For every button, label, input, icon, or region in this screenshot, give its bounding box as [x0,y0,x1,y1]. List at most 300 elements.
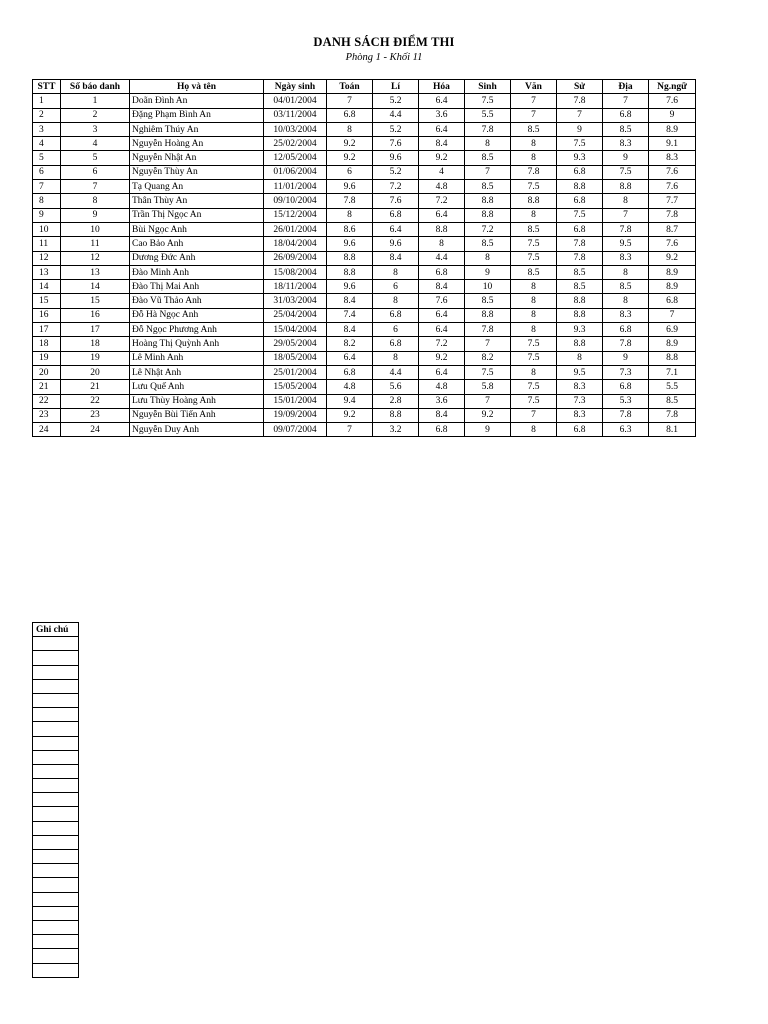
table-cell: 14 [61,280,130,294]
table-cell: Trần Thị Ngọc An [130,208,264,222]
table-cell: 7.8 [603,222,649,236]
table-cell: 8 [373,294,419,308]
table-header-row [33,80,696,94]
table-cell: 6 [373,280,419,294]
table-cell: 8.5 [465,151,511,165]
table-cell: 8 [373,265,419,279]
table-cell: 8.9 [649,337,696,351]
table-cell: 15/05/2004 [264,380,327,394]
table-cell: 9.3 [557,323,603,337]
table-row [33,180,696,194]
notes-cell [33,708,79,722]
table-cell: 8 [33,194,61,208]
table-cell: 9 [465,265,511,279]
table-row [33,423,696,437]
column-header: Họ và tên [130,80,264,94]
table-row [33,94,696,108]
table-cell: 03/11/2004 [264,108,327,122]
table-cell: 8.8 [557,180,603,194]
notes-cell [33,793,79,807]
table-cell: 9.2 [327,137,373,151]
notes-row [33,665,79,679]
table-cell: 5.3 [603,394,649,408]
table-cell: 7 [603,94,649,108]
notes-row [33,637,79,651]
table-cell: 6.4 [373,222,419,236]
table-cell: 6.8 [327,365,373,379]
notes-cell [33,963,79,977]
table-cell: 4.4 [373,108,419,122]
table-cell: 9.6 [327,180,373,194]
table-cell: 18/05/2004 [264,351,327,365]
notes-row [33,793,79,807]
table-cell: 3.2 [373,423,419,437]
table-cell: 12 [33,251,61,265]
table-cell: 8.6 [327,222,373,236]
table-cell: 7.6 [373,137,419,151]
table-cell: 7.5 [511,251,557,265]
table-cell: 6.4 [419,308,465,322]
table-cell: 5.6 [373,380,419,394]
table-cell: 3.6 [419,394,465,408]
table-cell: 7.8 [649,408,696,422]
table-cell: 7.6 [649,165,696,179]
table-cell: 8 [465,251,511,265]
notes-row [33,693,79,707]
notes-cell [33,722,79,736]
table-cell: 7 [603,208,649,222]
table-cell: 8.9 [649,265,696,279]
table-cell: 20 [61,365,130,379]
table-cell: 25/02/2004 [264,137,327,151]
table-cell: 9.2 [419,351,465,365]
table-row [33,108,696,122]
table-cell: 17 [61,323,130,337]
table-body [33,94,696,437]
table-cell: 7.2 [373,180,419,194]
table-cell: 6.8 [603,108,649,122]
table-cell: Hoàng Thị Quỳnh Anh [130,337,264,351]
table-cell: 8.8 [327,265,373,279]
notes-row [33,651,79,665]
table-cell: 8.3 [557,408,603,422]
table-cell: 6.8 [373,308,419,322]
table-row [33,151,696,165]
table-cell: 6.8 [649,294,696,308]
table-cell: 7 [511,408,557,422]
table-cell: 7.8 [511,165,557,179]
table-cell: Đào Minh Anh [130,265,264,279]
table-row [33,265,696,279]
notes-cell [33,935,79,949]
table-cell: 18/11/2004 [264,280,327,294]
table-cell: 7 [511,94,557,108]
table-cell: 9.2 [649,251,696,265]
table-cell: 8 [61,194,130,208]
table-cell: 7 [327,423,373,437]
table-cell: 7.8 [603,408,649,422]
table-cell: 6.8 [327,108,373,122]
table-cell: 8.5 [511,222,557,236]
notes-row [33,850,79,864]
column-header: Ngày sinh [264,80,327,94]
table-cell: 5.8 [465,380,511,394]
notes-cell [33,764,79,778]
table-cell: 10 [465,280,511,294]
table-cell: 8 [511,308,557,322]
table-cell: 11 [33,237,61,251]
table-cell: 9.5 [557,365,603,379]
notes-cell [33,878,79,892]
table-cell: 19 [61,351,130,365]
table-row [33,365,696,379]
table-cell: 5.2 [373,122,419,136]
table-cell: 9 [557,122,603,136]
table-cell: 7.2 [465,222,511,236]
table-cell: 19 [33,351,61,365]
table-cell: 7 [33,180,61,194]
table-cell: 25/04/2004 [264,308,327,322]
table-cell: 8.5 [649,394,696,408]
table-cell: Dương Đức Anh [130,251,264,265]
table-cell: 8.3 [603,308,649,322]
table-cell: 15/01/2004 [264,394,327,408]
notes-cell [33,864,79,878]
table-cell: 31/03/2004 [264,294,327,308]
table-cell: 21 [61,380,130,394]
table-cell: 9.5 [603,237,649,251]
table-cell: 9.2 [465,408,511,422]
table-cell: 8 [511,423,557,437]
notes-body [33,637,79,978]
table-cell: 7.5 [511,394,557,408]
table-cell: 8 [511,137,557,151]
table-cell: 8.5 [511,122,557,136]
table-cell: 18 [61,337,130,351]
table-cell: 19/09/2004 [264,408,327,422]
notes-cell [33,906,79,920]
table-cell: 6.8 [373,208,419,222]
table-cell: 8.5 [557,265,603,279]
table-cell: Lê Minh Anh [130,351,264,365]
table-cell: 7.2 [419,194,465,208]
table-cell: 7.8 [465,323,511,337]
table-cell: 8.8 [557,294,603,308]
table-cell: Nghiêm Thúy An [130,122,264,136]
table-cell: Thân Thùy An [130,194,264,208]
notes-cell [33,892,79,906]
table-cell: 7.8 [557,94,603,108]
table-cell: 11/01/2004 [264,180,327,194]
notes-cell [33,693,79,707]
table-cell: 4 [419,165,465,179]
table-row [33,194,696,208]
table-cell: 8.5 [557,280,603,294]
table-cell: 3.6 [419,108,465,122]
table-cell: 8.4 [419,137,465,151]
table-cell: Đỗ Ngọc Phương Anh [130,323,264,337]
table-cell: 7.8 [557,251,603,265]
table-cell: 8.4 [327,294,373,308]
table-cell: 16 [33,308,61,322]
table-cell: 26/01/2004 [264,222,327,236]
table-cell: 8.4 [419,280,465,294]
column-header: Ng.ngữ [649,80,696,94]
table-cell: 4.8 [327,380,373,394]
page-subtitle: Phòng 1 - Khối 11 [345,52,423,63]
table-cell: 9 [61,208,130,222]
table-cell: 6.8 [603,323,649,337]
notes-row [33,807,79,821]
notes-row [33,949,79,963]
table-cell: 4.8 [419,380,465,394]
table-row [33,337,696,351]
table-cell: 7.3 [603,365,649,379]
table-cell: 6.4 [419,122,465,136]
table-cell: 7.5 [557,208,603,222]
table-cell: 13 [61,265,130,279]
table-cell: Lưu Quế Anh [130,380,264,394]
notes-row [33,963,79,977]
notes-cell [33,665,79,679]
notes-cell [33,821,79,835]
table-cell: 9 [33,208,61,222]
table-cell: 6 [61,165,130,179]
table-cell: 6.8 [603,380,649,394]
notes-row [33,892,79,906]
table-cell: 9.2 [327,408,373,422]
table-cell: Nguyễn Nhật An [130,151,264,165]
table-cell: 7 [465,165,511,179]
table-cell: 8.3 [603,137,649,151]
column-header: Sinh [465,80,511,94]
table-cell: 7.5 [511,380,557,394]
table-row [33,137,696,151]
table-cell: Lưu Thùy Hoàng Anh [130,394,264,408]
table-cell: 12 [61,251,130,265]
table-cell: 6.8 [373,337,419,351]
table-cell: 8.3 [649,151,696,165]
table-cell: 7.5 [511,180,557,194]
table-cell: 8 [327,208,373,222]
table-cell: 7.5 [603,165,649,179]
table-cell: 7.8 [603,337,649,351]
table-cell: 8.5 [511,265,557,279]
table-cell: 8.3 [557,380,603,394]
table-row [33,380,696,394]
table-cell: 7 [649,308,696,322]
table-cell: 9.1 [649,137,696,151]
table-cell: 6.4 [419,208,465,222]
table-cell: 1 [33,94,61,108]
table-cell: 9.6 [373,151,419,165]
table-row [33,208,696,222]
table-cell: 6 [327,165,373,179]
notes-row [33,835,79,849]
notes-cell [33,736,79,750]
table-cell: 20 [33,365,61,379]
table-cell: 15 [33,294,61,308]
notes-cell [33,807,79,821]
table-cell: 18/04/2004 [264,237,327,251]
table-cell: 09/07/2004 [264,423,327,437]
table-cell: Nguyễn Duy Anh [130,423,264,437]
table-cell: 17 [33,323,61,337]
table-cell: 6.4 [327,351,373,365]
table-cell: 15 [61,294,130,308]
table-cell: 8 [511,294,557,308]
table-cell: 8.7 [649,222,696,236]
table-cell: 8 [603,194,649,208]
table-cell: 25/01/2004 [264,365,327,379]
table-cell: 10 [33,222,61,236]
table-cell: 6 [373,323,419,337]
notes-cell [33,949,79,963]
table-cell: Nguyễn Bùi Tiến Anh [130,408,264,422]
notes-row [33,920,79,934]
table-cell: 6.3 [603,423,649,437]
notes-row [33,750,79,764]
table-cell: 8.8 [465,194,511,208]
table-cell: Nguyễn Thùy An [130,165,264,179]
table-cell: 8.2 [327,337,373,351]
table-cell: 7.8 [327,194,373,208]
notes-row [33,864,79,878]
table-cell: 8.8 [327,251,373,265]
table-cell: 5.2 [373,165,419,179]
notes-row [33,779,79,793]
notes-row [33,821,79,835]
table-row [33,122,696,136]
table-cell: 18 [33,337,61,351]
column-header: Lí [373,80,419,94]
table-cell: 9.2 [419,151,465,165]
table-cell: 7.3 [557,394,603,408]
table-cell: 6 [33,165,61,179]
table-cell: 9.3 [557,151,603,165]
table-cell: 7.8 [465,122,511,136]
column-header: Hóa [419,80,465,94]
column-header: STT [33,80,61,94]
notes-row [33,722,79,736]
table-cell: 24 [61,423,130,437]
table-cell: 1 [61,94,130,108]
table-cell: 7.8 [557,237,603,251]
notes-cell [33,835,79,849]
notes-row [33,764,79,778]
table-cell: 8.4 [327,323,373,337]
table-cell: 8.5 [465,237,511,251]
table-cell: 8.5 [603,280,649,294]
table-cell: 3 [61,122,130,136]
table-cell: 7.8 [649,208,696,222]
table-cell: 11 [61,237,130,251]
table-cell: 7 [511,108,557,122]
table-cell: 9.6 [373,237,419,251]
table-cell: 24 [33,423,61,437]
notes-header-row [33,623,79,637]
table-cell: 9.4 [327,394,373,408]
table-row [33,294,696,308]
table-cell: 8.5 [465,294,511,308]
table-cell: 7 [557,108,603,122]
table-cell: Đào Vũ Thảo Anh [130,294,264,308]
notes-row [33,736,79,750]
table-cell: 13 [33,265,61,279]
table-cell: 7.5 [465,365,511,379]
table-cell: 15/12/2004 [264,208,327,222]
table-cell: 8.3 [603,251,649,265]
table-cell: 6.4 [419,94,465,108]
table-cell: 8 [511,151,557,165]
table-cell: 7.6 [419,294,465,308]
page-title: DANH SÁCH ĐIỂM THI [313,35,455,49]
table-cell: Cao Bảo Anh [130,237,264,251]
table-cell: 6.8 [557,194,603,208]
table-cell: 8.8 [511,194,557,208]
table-cell: 7.5 [511,337,557,351]
table-cell: 8 [557,351,603,365]
table-cell: 23 [61,408,130,422]
table-cell: 7 [465,337,511,351]
table-cell: 8.8 [649,351,696,365]
table-cell: 9 [603,151,649,165]
table-cell: 14 [33,280,61,294]
notes-table [32,622,79,978]
table-row [33,308,696,322]
score-table [32,79,696,437]
table-cell: 9 [603,351,649,365]
table-cell: 8.8 [465,208,511,222]
table-cell: 8.1 [649,423,696,437]
table-cell: 2 [61,108,130,122]
notes-cell [33,850,79,864]
table-row [33,408,696,422]
column-header: Văn [511,80,557,94]
table-cell: 5.5 [465,108,511,122]
table-cell: 26/09/2004 [264,251,327,265]
notes-row [33,935,79,949]
column-header: Sử [557,80,603,94]
column-header: Số báo danh [61,80,130,94]
notes-header: Ghi chú [33,623,79,637]
table-cell: 4.4 [373,365,419,379]
table-cell: 9.6 [327,280,373,294]
table-row [33,237,696,251]
table-cell: 8.8 [419,222,465,236]
table-cell: 3 [33,122,61,136]
notes-cell [33,679,79,693]
notes-cell [33,750,79,764]
table-cell: 8.8 [557,337,603,351]
table-cell: 16 [61,308,130,322]
table-cell: 6.8 [419,423,465,437]
table-cell: 7.1 [649,365,696,379]
notes-cell [33,920,79,934]
table-cell: 5.2 [373,94,419,108]
table-cell: 6.8 [557,165,603,179]
table-row [33,351,696,365]
table-cell: 7 [465,394,511,408]
table-cell: 8.4 [373,251,419,265]
table-cell: 29/05/2004 [264,337,327,351]
table-cell: 8 [511,365,557,379]
table-cell: 6.8 [419,265,465,279]
table-cell: 8 [419,237,465,251]
table-row [33,323,696,337]
table-cell: 09/10/2004 [264,194,327,208]
table-cell: 21 [33,380,61,394]
